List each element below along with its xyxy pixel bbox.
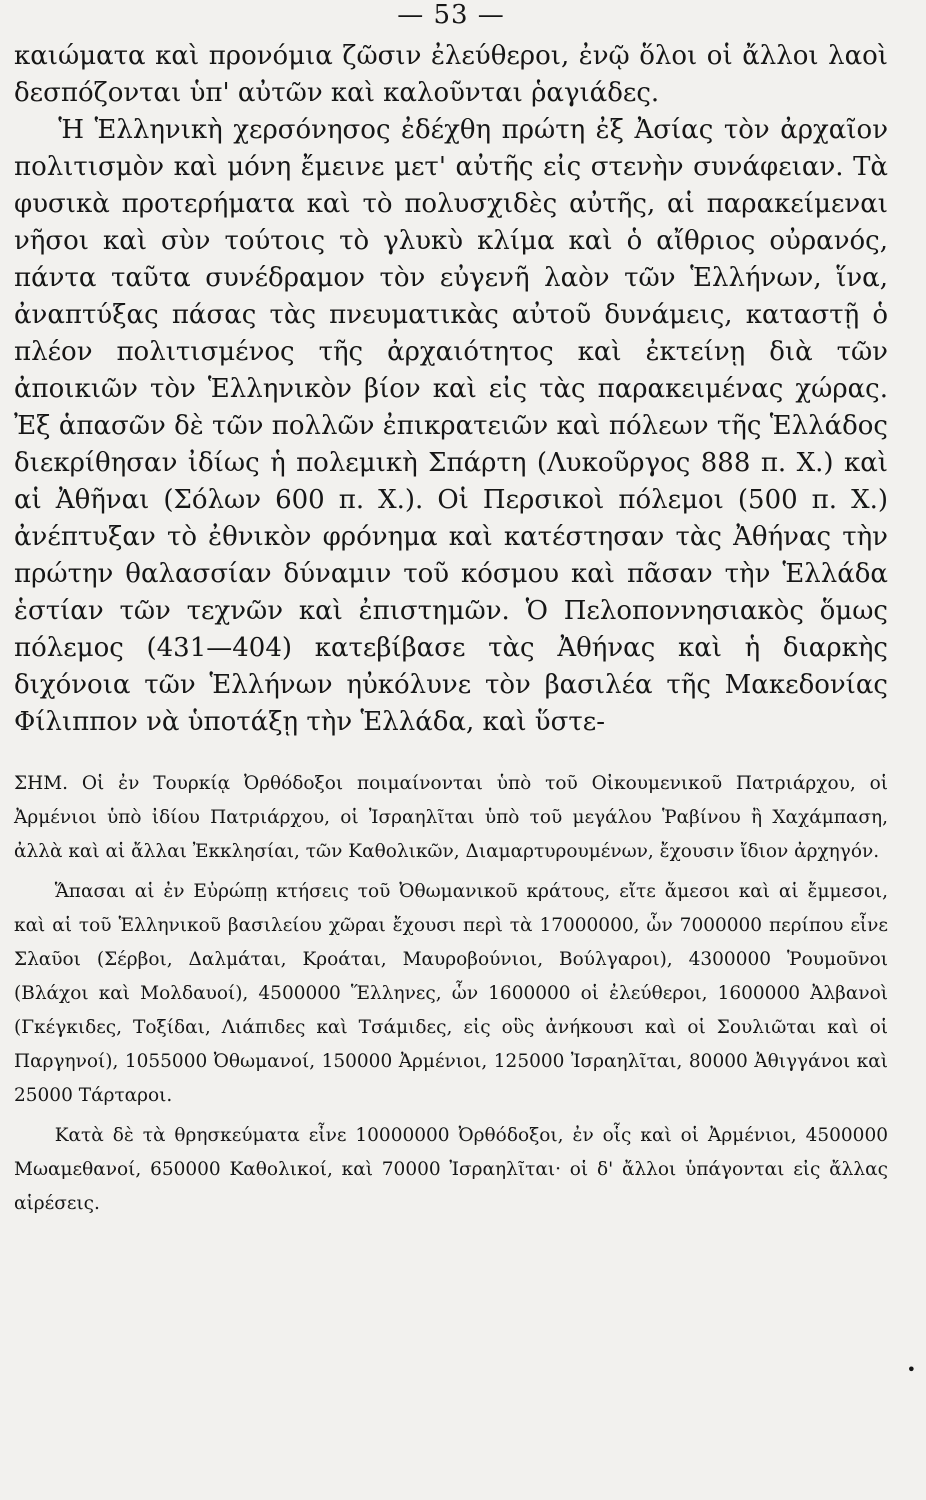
- main-text: [14, 38, 888, 741]
- page-number: — 53 —: [397, 0, 505, 30]
- note-paragraph: ΣΗΜ. Οἱ ἐν Τουρκίᾳ Ὀρθόδοξοι ποιμαίνονται ὑπὸ τοῦ Οἰκουμενικοῦ Πατριάρχου, οἱ Ἀρμένιοι ὑπὸ ἰδίου Πατριάρχου, οἱ Ἰσραηλῖται ὑπὸ τοῦ μεγάλου Ῥαβίνου ἢ Χαχάμπαση, ἀλλὰ καὶ αἱ ἄλλαι Ἐκκλησίαι, τῶν Καθολικῶν, Διαμαρτυρουμένων, ἔχουσιν ἴδιον ἀρχηγόν.: [14, 773, 888, 862]
- note-paragraph: Ἅπασαι αἱ ἐν Εὐρώπῃ κτήσεις τοῦ Ὀθωμανικοῦ κράτους, εἴτε ἄμεσοι καὶ αἱ ἔμμεσοι, καὶ αἱ τοῦ Ἑλληνικοῦ βασιλείου χῶραι ἔχουσι περὶ τὰ 17000000, ὧν 7000000 περίπου εἶνε Σλαῦοι (Σέρβοι, Δαλμάται, Κροάται, Μαυροβούνιοι, Βούλγαροι), 4300000 Ῥουμοῦνοι (Βλάχοι καὶ Μολδαυοί), 4500000 Ἕλληνες, ὧν 1600000 οἱ ἐλεύθεροι, 1600000 Ἀλβανοὶ (Γκέγκιδες, Τοξίδαι, Λιάπιδες καὶ Τσάμιδες, εἰς οὓς ἀνήκουσι καὶ οἱ Σουλιῶται καὶ οἱ Παργηνοί), 1055000 Ὀθωμανοί, 150000 Ἀρμένιοι, 125000 Ἰσραηλῖται, 80000 Ἀθιγγάνοι καὶ 25000 Τάρταροι.: [14, 881, 888, 1106]
- body-paragraph: καιώματα καὶ προνόμια ζῶσιν ἐλεύθεροι, ἐνῷ ὅλοι οἱ ἄλλοι λαοὶ δεσπόζονται ὑπ' αὐτῶν καὶ καλοῦνται ῥαγιάδες.: [14, 41, 888, 108]
- note-paragraph: Κατὰ δὲ τὰ θρησκεύματα εἶνε 10000000 Ὀρθόδοξοι, ἐν οἷς καὶ οἱ Ἀρμένιοι, 4500000 Μωαμεθανοί, 650000 Καθολικοί, καὶ 70000 Ἰσραηλῖται· οἱ δ' ἄλλοι ὑπάγονται εἰς ἄλλας αἱρέσεις.: [14, 1125, 888, 1214]
- body-paragraph: Ἡ Ἑλληνικὴ χερσόνησος ἐδέχθη πρώτη ἐξ Ἀσίας τὸν ἀρχαῖον πολιτισμὸν καὶ μόνη ἔμεινε μετ' αὐτῆς εἰς στενὴν συνάφειαν. Τὰ φυσικὰ προτερήματα καὶ τὸ πολυσχιδὲς αὐτῆς, αἱ παρακείμεναι νῆσοι καὶ σὺν τούτοις τὸ γλυκὺ κλίμα καὶ ὁ αἴθριος οὐρανός, πάντα ταῦτα συνέδραμον τὸν εὐγενῆ λαὸν τῶν Ἑλλήνων, ἵνα, ἀναπτύξας πάσας τὰς πνευματικὰς αὐτοῦ δυνάμεις, καταστῇ ὁ πλέον πολιτισμένος τῆς ἀρχαιότητος καὶ ἐκτείνῃ διὰ τῶν ἀποικιῶν τὸν Ἑλληνικὸν βίον καὶ εἰς τὰς παρακειμένας χώρας. Ἐξ ἁπασῶν δὲ τῶν πολλῶν ἐπικρατειῶν καὶ πόλεων τῆς Ἑλλάδος διεκρίθησαν ἰδίως ἡ πολεμικὴ Σπάρτη (Λυκοῦργος 888 π. Χ.) καὶ αἱ Ἀθῆναι (Σόλων 600 π. Χ.). Οἱ Περσικοὶ πόλεμοι (500 π. Χ.) ἀνέπτυξαν τὸ ἐθνικὸν φρόνημα καὶ κατέστησαν τὰς Ἀθήνας τὴν πρώτην θαλασσίαν δύναμιν τοῦ κόσμου καὶ πᾶσαν τὴν Ἑλλάδα ἑστίαν τῶν τεχνῶν καὶ ἐπιστημῶν. Ὁ Πελοποννησιακὸς ὅμως πόλεμος (431—404) κατεβίβασε τὰς Ἀθήνας καὶ ἡ διαρκὴς διχόνοια τῶν Ἑλλήνων ηὐκόλυνε τὸν βασιλέα τῆς Μακεδονίας Φίλιππον νὰ ὑποτάξῃ τὴν Ἑλλάδα, καὶ ὕστε-: [14, 115, 888, 737]
- footnotes: [14, 767, 888, 1221]
- edge-dot: •: [906, 1360, 916, 1379]
